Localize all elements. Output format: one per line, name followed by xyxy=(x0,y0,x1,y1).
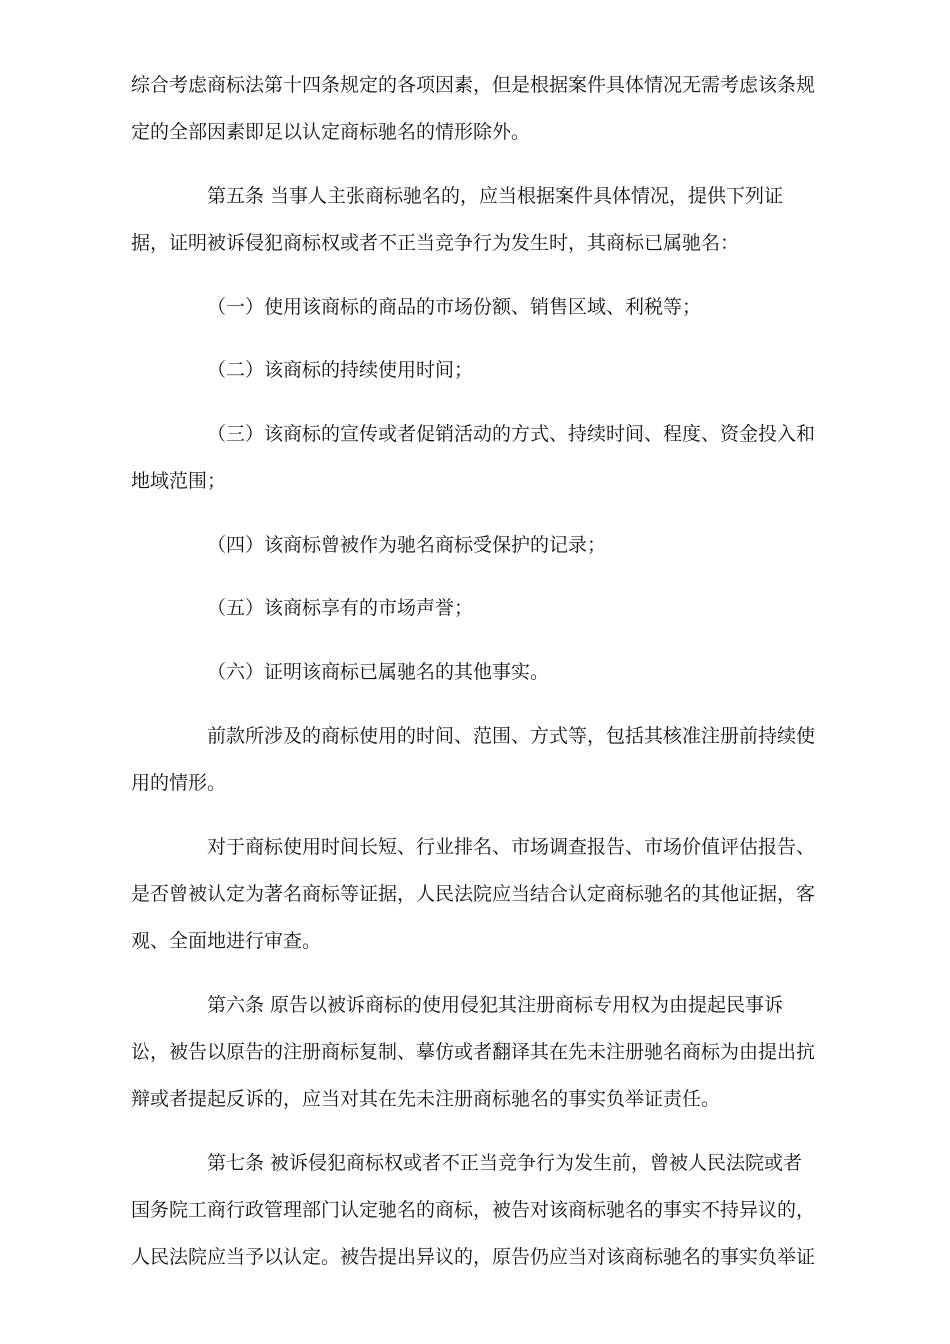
list-item: （六）证明该商标已属驰名的其他事实。 xyxy=(207,661,550,683)
text-line: 用的情形。 xyxy=(131,772,227,794)
list-item: （四）该商标曾被作为驰名商标受保护的记录； xyxy=(207,534,607,556)
article-7-heading-line: 第七条 被诉侵犯商标权或者不正当竞争行为发生前，曾被人民法院或者 xyxy=(207,1152,803,1174)
text-line: 地域范围； xyxy=(131,470,227,492)
list-item: （二）该商标的持续使用时间； xyxy=(207,359,474,381)
text-line: 国务院工商行政管理部门认定驰名的商标，被告对该商标驰名的事实不持异议的， xyxy=(131,1199,816,1221)
text-line: 人民法院应当予以认定。被告提出异议的，原告仍应当对该商标驰名的事实负举证 xyxy=(131,1246,816,1268)
text-line: 是否曾被认定为著名商标等证据，人民法院应当结合认定商标驰名的其他证据，客 xyxy=(131,883,816,905)
text-line: 综合考虑商标法第十四条规定的各项因素，但是根据案件具体情况无需考虑该条规 xyxy=(131,74,816,96)
list-item: （五）该商标享有的市场声誉； xyxy=(207,597,474,619)
article-6-heading-line: 第六条 原告以被诉商标的使用侵犯其注册商标专用权为由提起民事诉 xyxy=(207,994,784,1016)
paragraph-line: 对于商标使用时间长短、行业排名、市场调查报告、市场价值评估报告、 xyxy=(207,836,816,858)
list-item: （三）该商标的宣传或者促销活动的方式、持续时间、程度、资金投入和 xyxy=(207,423,816,445)
text-line: 辩或者提起反诉的，应当对其在先未注册商标驰名的事实负举证责任。 xyxy=(131,1088,721,1110)
text-line: 观、全面地进行审查。 xyxy=(131,930,322,952)
article-5-heading-line: 第五条 当事人主张商标驰名的，应当根据案件具体情况，提供下列证 xyxy=(207,185,784,207)
text-line: 定的全部因素即足以认定商标驰名的情形除外。 xyxy=(131,121,531,143)
paragraph-line: 前款所涉及的商标使用的时间、范围、方式等，包括其核准注册前持续使 xyxy=(207,725,816,747)
text-line: 讼，被告以原告的注册商标复制、摹仿或者翻译其在先未注册驰名商标为由提出抗 xyxy=(131,1041,816,1063)
text-line: 据，证明被诉侵犯商标权或者不正当竞争行为发生时，其商标已属驰名： xyxy=(131,232,740,254)
list-item: （一）使用该商标的商品的市场份额、销售区域、利税等； xyxy=(207,296,702,318)
